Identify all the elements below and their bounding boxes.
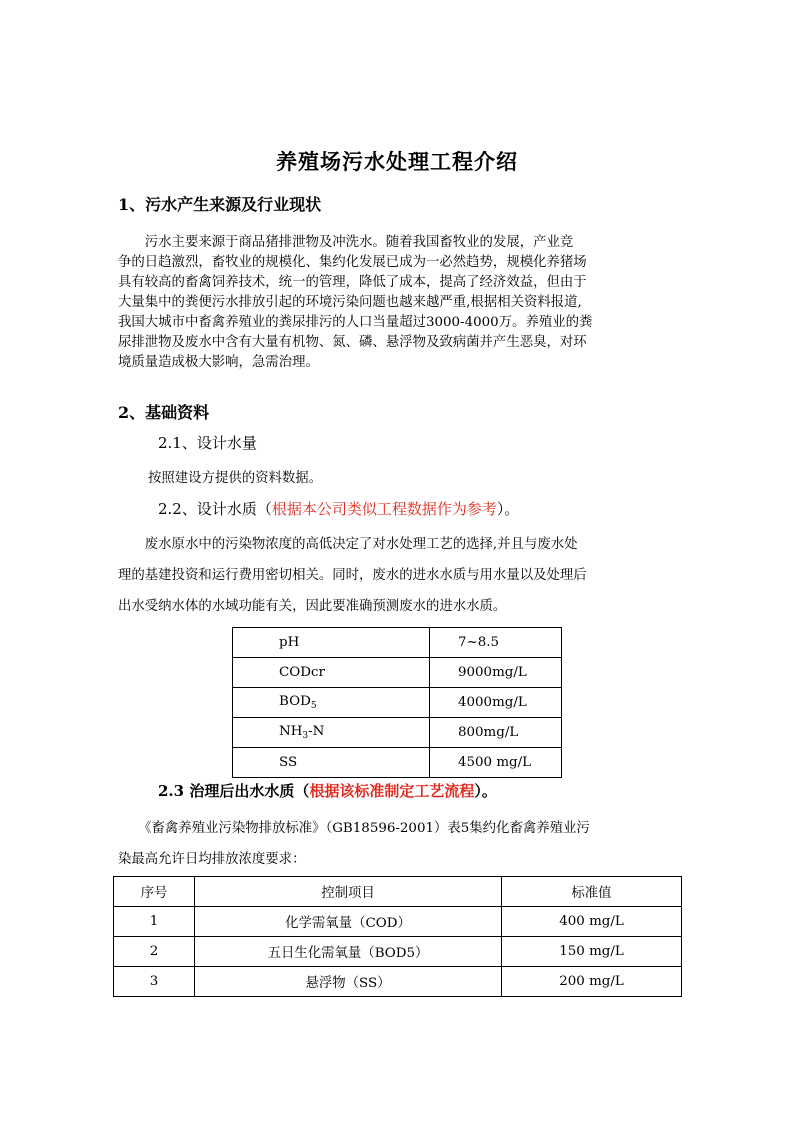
param-subscript: 5: [310, 701, 317, 711]
water-quality-table: [232, 627, 562, 778]
heading-tail: ）。: [474, 782, 497, 800]
paragraph-line: 境质量造成极大影响，急需治理。: [118, 355, 319, 370]
paragraph-line: 大量集中的粪便污水排放引起的环境污染问题也越来越严重,根据相关资料报道,: [118, 295, 582, 310]
paragraph-line: 具有较高的畜禽饲养技术，统一的管理，降低了成本，提高了经济效益，但由于: [118, 275, 587, 290]
standard-cell: 150 mg/L: [502, 937, 682, 967]
heading-note-red: 根据本公司类似工程数据作为参考: [271, 500, 497, 518]
table-row: [233, 748, 562, 778]
page-title: 养殖场污水处理工程介绍: [276, 149, 518, 174]
value-cell: 4500 mg/L: [430, 748, 562, 778]
paragraph-line: 污水主要来源于商品猪排泄物及冲洗水。随着我国畜牧业的发展，产业竞: [118, 235, 574, 250]
param-main: BOD: [279, 694, 311, 709]
header-cell-standard: 标准值: [502, 877, 682, 907]
standard-cell: 400 mg/L: [502, 907, 682, 937]
item-cell: 五日生化需氧量（BOD5）: [195, 937, 502, 967]
param-tail: -N: [308, 724, 325, 739]
value-cell: 4000mg/L: [430, 688, 562, 718]
paragraph-line: 《畜禽养殖业污染物排放标准》（GB18596-2001）表5集约化畜禽养殖业污: [118, 821, 590, 836]
subsection-2-1-text: 按照建设方提供的资料数据。: [148, 471, 323, 486]
paragraph-line: 尿排泄物及废水中含有大量有机物、氮、磷、悬浮物及致病菌并产生恶臭，对环: [118, 335, 587, 350]
param-cell: [233, 688, 430, 718]
paragraph-line: 废水原水中的污染物浓度的高低决定了对水处理工艺的选择,并且与废水处: [118, 537, 578, 552]
index-cell: 1: [114, 907, 195, 937]
section-1-heading: 1、污水产生来源及行业现状: [118, 195, 322, 214]
table-row: [233, 658, 562, 688]
param-cell: CODcr: [233, 658, 430, 688]
item-cell: 悬浮物（SS）: [195, 967, 502, 997]
paragraph-line: 染最高允许日均排放浓度要求：: [118, 852, 306, 867]
subsection-2-3-heading: [158, 780, 497, 801]
heading-note-red: 根据该标准制定工艺流程: [309, 782, 475, 800]
header-cell-index: 序号: [114, 877, 195, 907]
heading-label: 2.2、设计水质（: [158, 500, 272, 518]
standard-cell: 200 mg/L: [502, 967, 682, 997]
table-row: [233, 718, 562, 748]
section-2-2-paragraph: [118, 529, 678, 622]
value-cell: 7~8.5: [430, 628, 562, 658]
param-subscript: 3: [302, 731, 309, 741]
table-row: [114, 967, 682, 997]
standard-paragraph: [118, 813, 678, 875]
param-cell: [233, 718, 430, 748]
table-header-row: [114, 877, 682, 907]
header-cell-item: 控制项目: [195, 877, 502, 907]
paragraph-line: 出水受纳水体的水域功能有关，因此要准确预测废水的进水水质。: [118, 599, 507, 614]
heading-label: 2.3 治理后出水水质（: [158, 782, 310, 800]
table-row: [233, 688, 562, 718]
table-row: [114, 907, 682, 937]
param-cell: SS: [233, 748, 430, 778]
paragraph-line: 我国大城市中畜禽养殖业的粪尿排污的人口当量超过3000-4000万。养殖业的粪: [118, 315, 593, 330]
index-cell: 2: [114, 937, 195, 967]
value-cell: 9000mg/L: [430, 658, 562, 688]
index-cell: 3: [114, 967, 195, 997]
table-row: [233, 628, 562, 658]
param-cell: pH: [233, 628, 430, 658]
discharge-standard-table: [113, 876, 682, 997]
section-1-paragraph: [118, 233, 678, 373]
table-row: [114, 937, 682, 967]
paragraph-line: 理的基建投资和运行费用密切相关。同时，废水的进水水质与用水量以及处理后: [118, 568, 587, 583]
subsection-2-2-heading: [158, 498, 519, 519]
section-2-heading: 2、基础资料: [118, 403, 210, 422]
subsection-2-1-heading: 2.1、设计水量: [158, 434, 257, 452]
param-main: NH: [279, 724, 303, 739]
paragraph-line: 争的日趋激烈，畜牧业的规模化、集约化发展已成为一必然趋势，规模化养猪场: [118, 255, 587, 270]
heading-tail: ）。: [496, 500, 520, 518]
value-cell: 800mg/L: [430, 718, 562, 748]
item-cell: 化学需氧量（COD）: [195, 907, 502, 937]
